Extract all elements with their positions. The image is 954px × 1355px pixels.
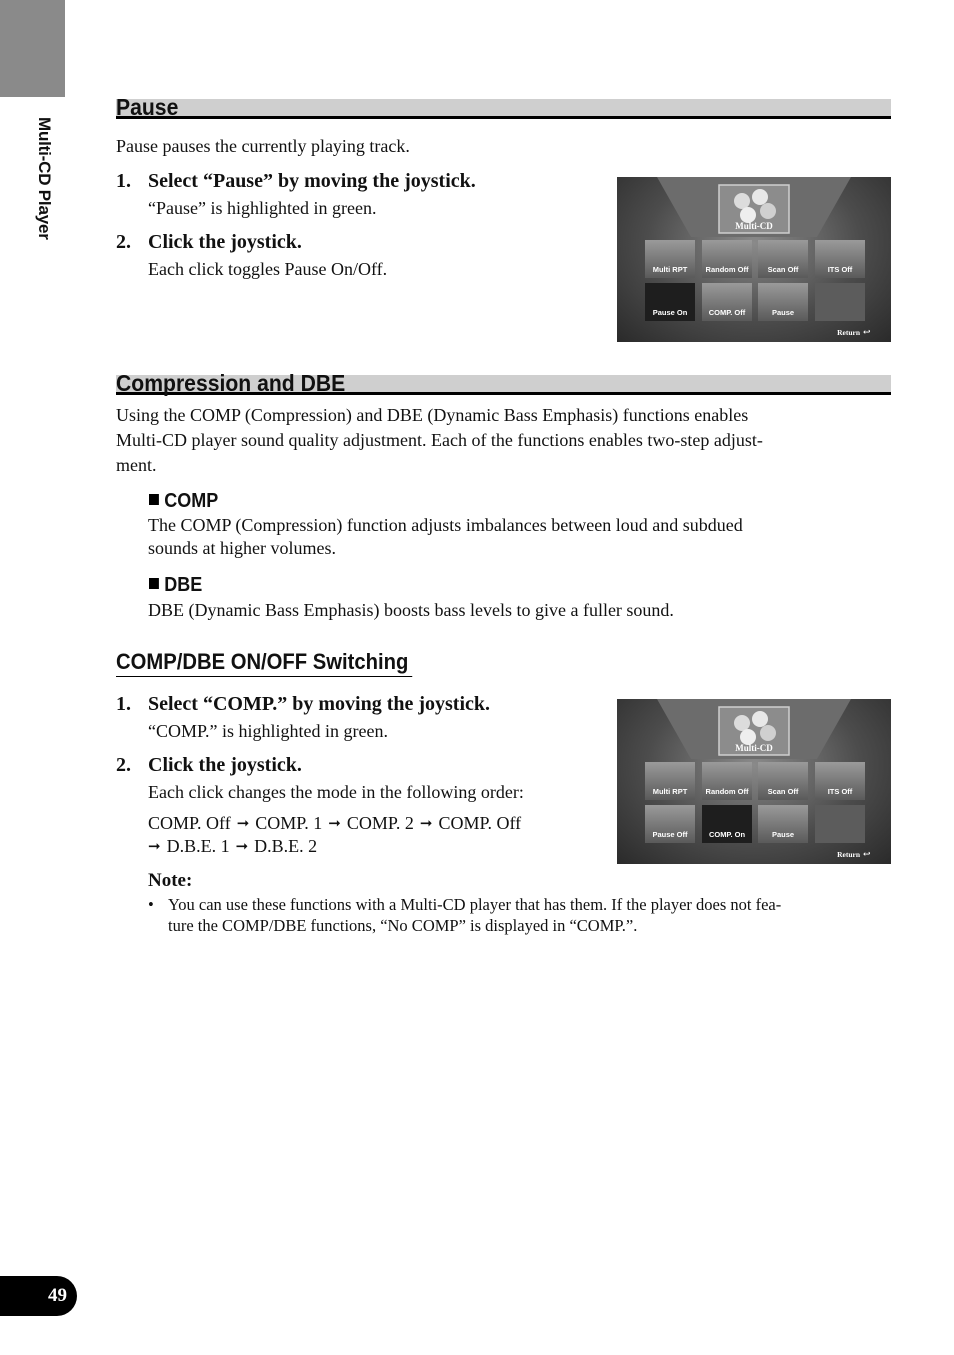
- tile-label: ITS Off: [827, 265, 853, 274]
- switch-step-1: 1. Select “COMP.” by moving the joystick.: [116, 693, 491, 715]
- mode-order-line-1: COMP. Off ➞ COMP. 1 ➞ COMP. 2 ➞ COMP. Off: [148, 811, 521, 837]
- pause-intro: Pause pauses the currently playing track.: [116, 136, 410, 156]
- tile-label: Scan Off: [767, 787, 799, 796]
- mode-order-line-2: ➞ D.B.E. 1 ➞ D.B.E. 2: [148, 834, 317, 860]
- dbe-subheading: DBE: [149, 573, 202, 597]
- bullet: •: [148, 895, 154, 914]
- screen-header: Multi-CD: [735, 221, 773, 231]
- right-arrow-icon: ➞: [148, 839, 161, 855]
- pause-step-1: 1. Select “Pause” by moving the joystick.: [116, 170, 476, 192]
- section-heading-compression: [116, 371, 891, 395]
- note-item: • You can use these functions with a Multi-CD player that has them. If the player does not fea- ture the COMP/DBE functions, “No COMP” is displayed in “COMP.”.: [148, 895, 782, 935]
- tile-label: Pause Off: [652, 830, 688, 839]
- pause-step-2-detail: Each click toggles Pause On/Off.: [148, 259, 388, 279]
- screen-illustration: [617, 177, 891, 342]
- tile-label: Pause On: [652, 308, 688, 317]
- tile-label: Random Off: [705, 787, 749, 796]
- square-bullet-icon: [149, 578, 159, 589]
- section-title: Compression and DBE: [116, 370, 346, 396]
- right-arrow-icon: ➞: [235, 839, 249, 855]
- square-bullet-icon: [149, 494, 159, 505]
- compression-intro: Using the COMP (Compression) and DBE (Dynamic Bass Emphasis) functions enables Multi-CD player sound quality adjustment. Each of the functions enables two-step adjust- ment.: [116, 405, 763, 475]
- switching-heading: COMP/DBE ON/OFF Switching: [116, 648, 412, 677]
- multi-cd-screen-comp: [617, 699, 891, 864]
- return-arrow-icon: ↩: [863, 849, 871, 859]
- tile-label: COMP. On: [708, 830, 746, 839]
- tile-label: Random Off: [705, 265, 749, 274]
- tile-label: Pause: [771, 308, 795, 317]
- right-arrow-icon: ➞: [328, 816, 341, 832]
- return-label: Return: [837, 328, 860, 337]
- switch-step-2: 2. Click the joystick.: [116, 754, 302, 776]
- tile-label: COMP. Off: [708, 308, 746, 317]
- corner-tab: [0, 0, 65, 97]
- side-label: Multi-CD Player: [35, 117, 54, 240]
- tile-label: Multi RPT: [652, 787, 688, 796]
- tile-label: ITS Off: [827, 787, 853, 796]
- section-heading-pause: [116, 95, 891, 119]
- pause-step-1-detail: “Pause” is highlighted in green.: [148, 198, 377, 218]
- dbe-description: DBE (Dynamic Bass Emphasis) boosts bass levels to give a fuller sound.: [148, 600, 674, 620]
- multi-cd-screen-pause: [617, 177, 891, 342]
- return-label: Return: [837, 850, 860, 859]
- tile-label: Scan Off: [767, 265, 799, 274]
- section-title: Pause: [116, 94, 179, 120]
- comp-description: The COMP (Compression) function adjusts imbalances between loud and subdued sounds at higher volumes.: [148, 515, 743, 558]
- tile-label: Multi RPT: [652, 265, 688, 274]
- note-title: Note:: [148, 870, 193, 891]
- return-arrow-icon: ↩: [863, 327, 871, 337]
- right-arrow-icon: ➞: [419, 816, 433, 832]
- screen-header: Multi-CD: [735, 743, 773, 753]
- comp-subheading: COMP: [149, 489, 218, 513]
- switch-step-2-detail: Each click changes the mode in the following order:: [148, 782, 524, 802]
- screen-illustration: [617, 699, 891, 864]
- page-number: 49: [0, 1276, 77, 1316]
- right-arrow-icon: ➞: [236, 816, 250, 832]
- pause-step-2: 2. Click the joystick.: [116, 231, 302, 253]
- switch-step-1-detail: “COMP.” is highlighted in green.: [148, 721, 388, 741]
- tile-label: Pause: [771, 830, 795, 839]
